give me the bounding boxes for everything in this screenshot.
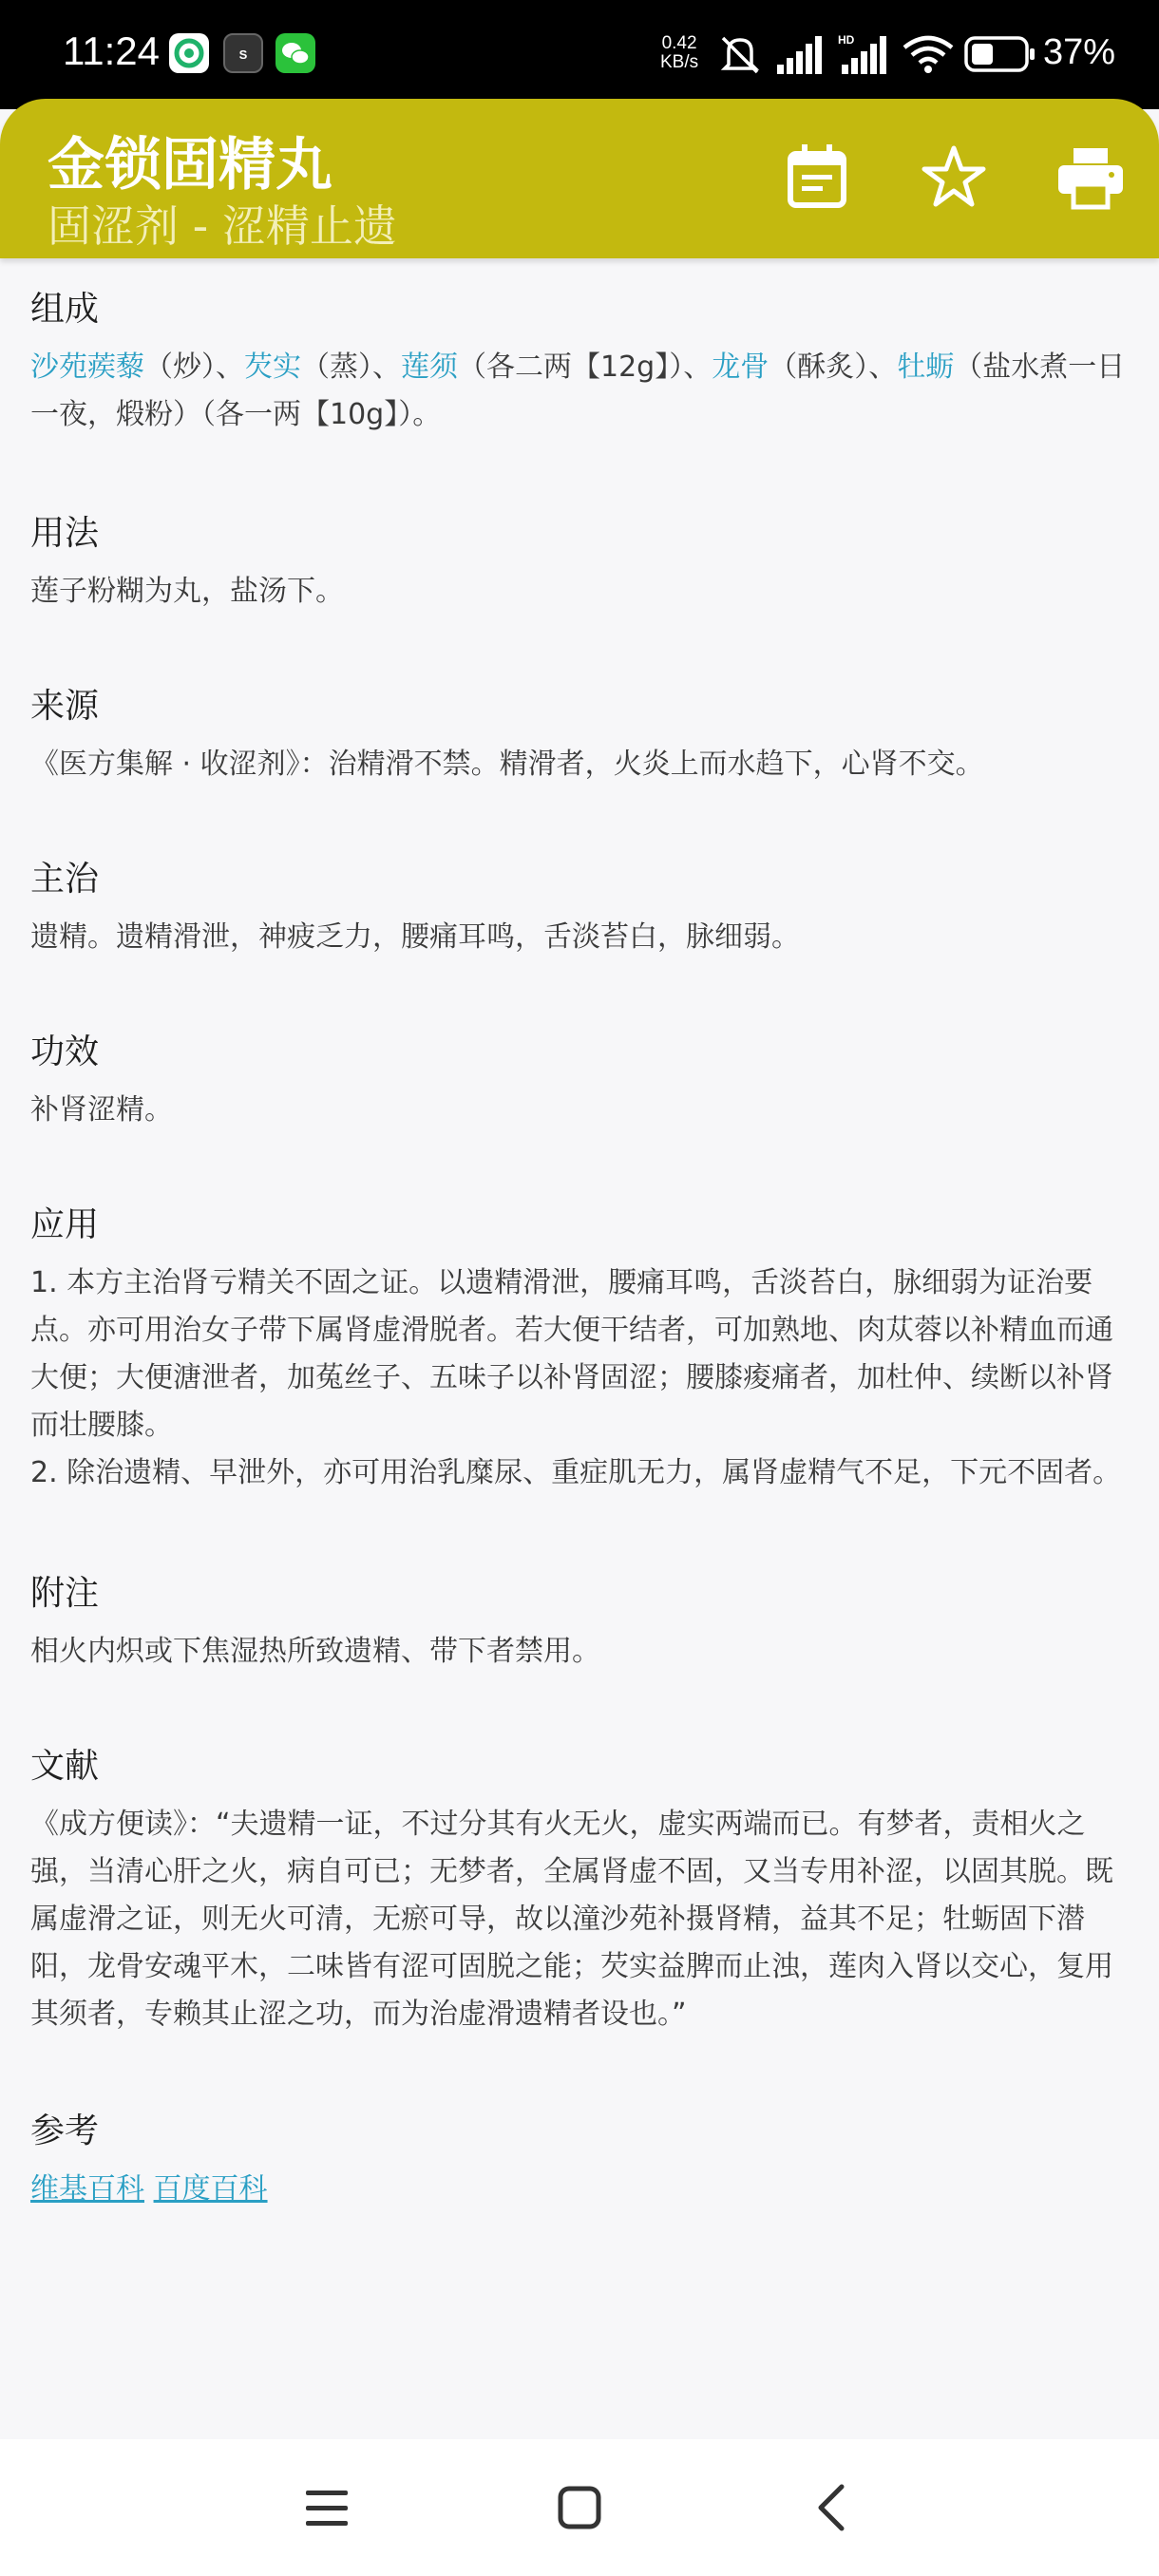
section-heading: 参考: [30, 2112, 100, 2150]
swirl-app-icon: [169, 33, 209, 73]
home-button[interactable]: [545, 2473, 614, 2542]
battery-percentage: 37%: [1043, 32, 1116, 72]
chevron-left-icon: [798, 2473, 866, 2542]
soul-app-icon: [223, 33, 263, 73]
section-literature: [30, 1742, 1132, 2038]
application-text: [30, 1260, 1132, 1497]
network-speed: [660, 34, 698, 72]
wifi-icon: [902, 34, 954, 74]
source-text: 《医方集解 · 收涩剂》：治精滑不禁。精滑者，火炎上而水趋下，心肾不交。: [30, 748, 984, 781]
section-application: [30, 1201, 1132, 1497]
status-time: 11:24: [63, 28, 160, 73]
herb-note: （炒）、: [144, 350, 244, 384]
application-item-1: 1. 本方主治肾亏精关不固之证。以遗精滑泄，腰痛耳鸣，舌淡苔白，脉细弱为证治要点。亦可用治女子带下属肾虚滑脱者。若大便干结者，可加熟地、肉苁蓉以补精血而通大便；大便溏泄者，加菟丝子、五味子以补肾固涩；腰膝痠痛者，加杜仲、续断以补肾而壮腰膝。: [30, 1266, 1113, 1442]
section-notes: [30, 1569, 600, 1676]
app-header: [0, 99, 1159, 258]
herb-link[interactable]: 芡实: [244, 350, 301, 384]
print-button[interactable]: [1053, 139, 1129, 215]
signal-icon-hd: [836, 32, 893, 74]
mute-bell-icon: [717, 32, 763, 76]
section-heading: 主治: [30, 860, 100, 899]
star-icon: [916, 139, 992, 215]
calendar-icon: [779, 139, 855, 215]
baidu-baike-link[interactable]: 百度百科: [153, 2172, 268, 2206]
page-title: 金锁固精丸: [48, 132, 332, 199]
herb-link[interactable]: 龙骨: [712, 350, 770, 384]
herb-link[interactable]: 牡蛎: [897, 350, 955, 384]
square-icon: [545, 2473, 614, 2542]
section-composition: [30, 285, 1132, 439]
recents-button[interactable]: [293, 2473, 361, 2542]
net-speed-unit: KB/s: [660, 52, 699, 72]
section-heading: 功效: [30, 1032, 100, 1071]
section-heading: 组成: [30, 290, 100, 329]
indication-text: 遗精。遗精滑泄，神疲乏力，腰痛耳鸣，舌淡苔白，脉细弱。: [30, 920, 800, 954]
menu-icon: [293, 2473, 361, 2542]
svg-text:HD: HD: [838, 33, 855, 47]
section-heading: 文献: [30, 1747, 100, 1786]
literature-text: 《成方便读》：“夫遗精一证，不过分其有火无火，虚实两端而已。有梦者，责相火之强，当清心肝之火，病自可已；无梦者，全属肾虚不固，又当专用补涩，以固其脱。既属虚滑之证，则无火可清，无瘀可导，故以潼沙苑补摄肾精，益其不足；牡蛎固下潜阳，龙骨安魂平木，二味皆有涩可固脱之能；芡实益脾而止浊，莲肉入肾以交心，复用其须者，专赖其止涩之功，而为治虚滑遗精者设也。”: [30, 1808, 1113, 2031]
printer-icon: [1053, 139, 1129, 215]
system-nav-bar: [0, 2439, 1159, 2576]
section-source: [30, 682, 984, 788]
section-heading: 附注: [30, 1574, 100, 1613]
herb-link[interactable]: 莲须: [401, 350, 458, 384]
section-indication: [30, 855, 800, 961]
signal-icon-1: [775, 36, 825, 74]
section-usage: [30, 509, 344, 616]
section-reference: [30, 2107, 268, 2213]
calendar-button[interactable]: [779, 139, 855, 215]
composition-text: [30, 344, 1132, 439]
herb-link[interactable]: 沙苑蒺藜: [30, 350, 144, 384]
svg-text:S: S: [238, 47, 248, 62]
battery-icon: [964, 36, 1036, 72]
application-item-2: 2. 除治遗精、早泄外，亦可用治乳糜尿、重症肌无力，属肾虚精气不足，下元不固者。: [30, 1456, 1122, 1489]
net-speed-value: 0.42: [661, 33, 697, 53]
section-heading: 来源: [30, 687, 100, 726]
herb-note: （盐水煮一日一夜，煅粉）（各一两【10g】）。: [30, 350, 1126, 431]
herb-note: （各二两【12g】）、: [458, 350, 712, 384]
herb-note: （酥炙）、: [769, 350, 898, 384]
efficacy-text: 补肾涩精。: [30, 1093, 173, 1127]
section-efficacy: [30, 1028, 173, 1134]
reference-links: [30, 2166, 268, 2213]
usage-text: 莲子粉糊为丸，盐汤下。: [30, 575, 344, 608]
herb-note: （蒸）、: [301, 350, 401, 384]
back-button[interactable]: [798, 2473, 866, 2542]
section-heading: 应用: [30, 1205, 100, 1244]
page-subtitle: 固涩剂 - 涩精止遗: [48, 200, 397, 252]
status-bar: [0, 0, 1159, 109]
favorite-button[interactable]: [916, 139, 992, 215]
wechat-icon: [276, 33, 315, 73]
section-heading: 用法: [30, 514, 100, 553]
notes-text: 相火内炽或下焦湿热所致遗精、带下者禁用。: [30, 1635, 600, 1668]
wikipedia-link[interactable]: 维基百科: [30, 2172, 144, 2206]
